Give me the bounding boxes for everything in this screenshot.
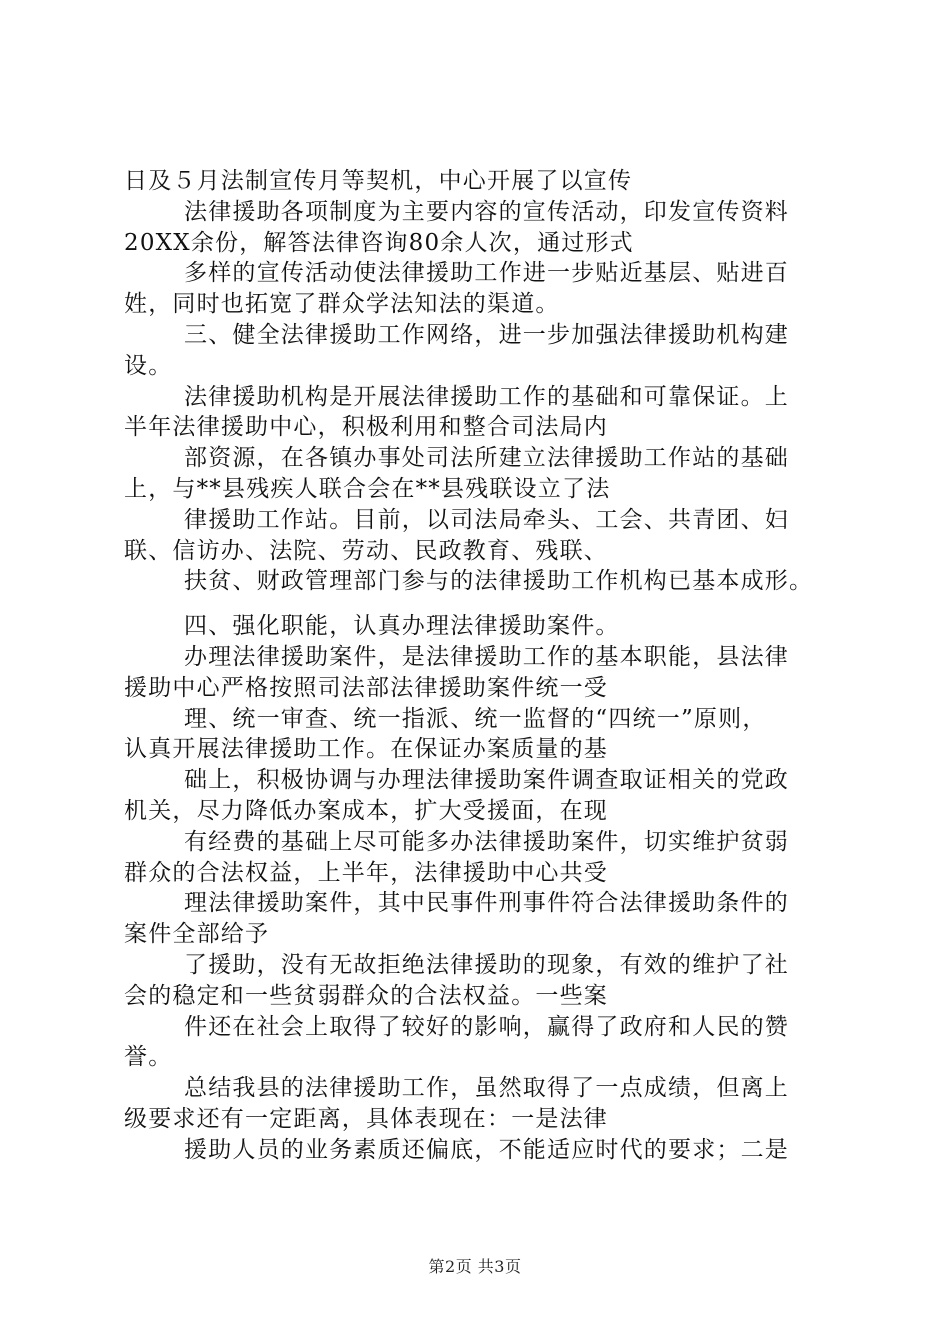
text-line: 设。 (124, 352, 173, 379)
text-line: 理、统一审查、统一指派、统一监督的“四统一”原则， (184, 705, 767, 732)
text-line: 机关，尽力降低办案成本，扩大受援面，在现 (124, 797, 608, 824)
text-line: 案件全部给予 (124, 921, 270, 948)
text-line: 办理法律援助案件，是法律援助工作的基本职能，县法律 (184, 643, 789, 670)
paragraph-gap (124, 597, 844, 611)
text-line: 多样的宣传活动使法律援助工作进一步贴近基层、贴进百 (184, 260, 789, 287)
text-line: 日及５月法制宣传月等契机，中心开展了以宣传 (124, 168, 633, 194)
text-line: 级要求还有一定距离，具体表现在：一是法律 (124, 1105, 608, 1132)
text-line: 础上，积极协调与办理法律援助案件调查取证相关的党政 (184, 767, 789, 794)
text-line: 誉。 (124, 1044, 173, 1071)
text-line: 法律援助机构是开展法律援助工作的基础和可靠保证。上 (184, 383, 789, 410)
text-line: 理法律援助案件，其中民事件刑事件符合法律援助条件的 (184, 890, 789, 917)
text-line: 姓，同时也拓宽了群众学法知法的渠道。 (124, 291, 560, 318)
text-line: 件还在社会上取得了较好的影响，赢得了政府和人民的赞 (184, 1013, 789, 1040)
text-line: 群众的合法权益，上半年，法律援助中心共受 (124, 859, 608, 886)
text-line: 联、信访办、法院、劳动、民政教育、残联、 (124, 537, 608, 564)
text-line: 扶贫、财政管理部门参与的法律援助工作机构已基本成形。 (184, 568, 814, 595)
text-line: 总结我县的法律援助工作，虽然取得了一点成绩，但离上 (184, 1075, 789, 1102)
text-line: 了援助，没有无故拒绝法律援助的现象，有效的维护了社 (184, 951, 789, 978)
text-line: 法律援助各项制度为主要内容的宣传活动，印发宣传资料 (184, 198, 789, 225)
page-footer: 第2页 共3页 (428, 1257, 522, 1276)
text-line: 有经费的基础上尽可能多办法律援助案件，切实维护贫弱 (184, 828, 789, 855)
text-line: 三、健全法律援助工作网络，进一步加强法律援助机构建 (184, 321, 789, 348)
text-line: 半年法律援助中心，积极利用和整合司法局内 (124, 414, 608, 441)
text-line: 上，与**县残疾人联合会在**县残联设立了法 (124, 475, 611, 502)
text-line: 四、强化职能，认真办理法律援助案件。 (184, 613, 620, 640)
document-body (124, 166, 844, 1166)
text-line: 援助人员的业务素质还偏底，不能适应时代的要求；二是 (184, 1136, 789, 1163)
text-line: 会的稳定和一些贫弱群众的合法权益。一些案 (124, 982, 608, 1009)
text-line: 认真开展法律援助工作。在保证办案质量的基 (124, 736, 608, 763)
text-line: 律援助工作站。目前，以司法局牵头、工会、共青团、妇 (184, 506, 789, 533)
text-line: 援助中心严格按照司法部法律援助案件统一受 (124, 674, 608, 701)
text-line: 部资源，在各镇办事处司法所建立法律援助工作站的基础 (184, 445, 789, 472)
text-line: 20XX余份，解答法律咨询80余人次，通过形式 (124, 229, 634, 256)
